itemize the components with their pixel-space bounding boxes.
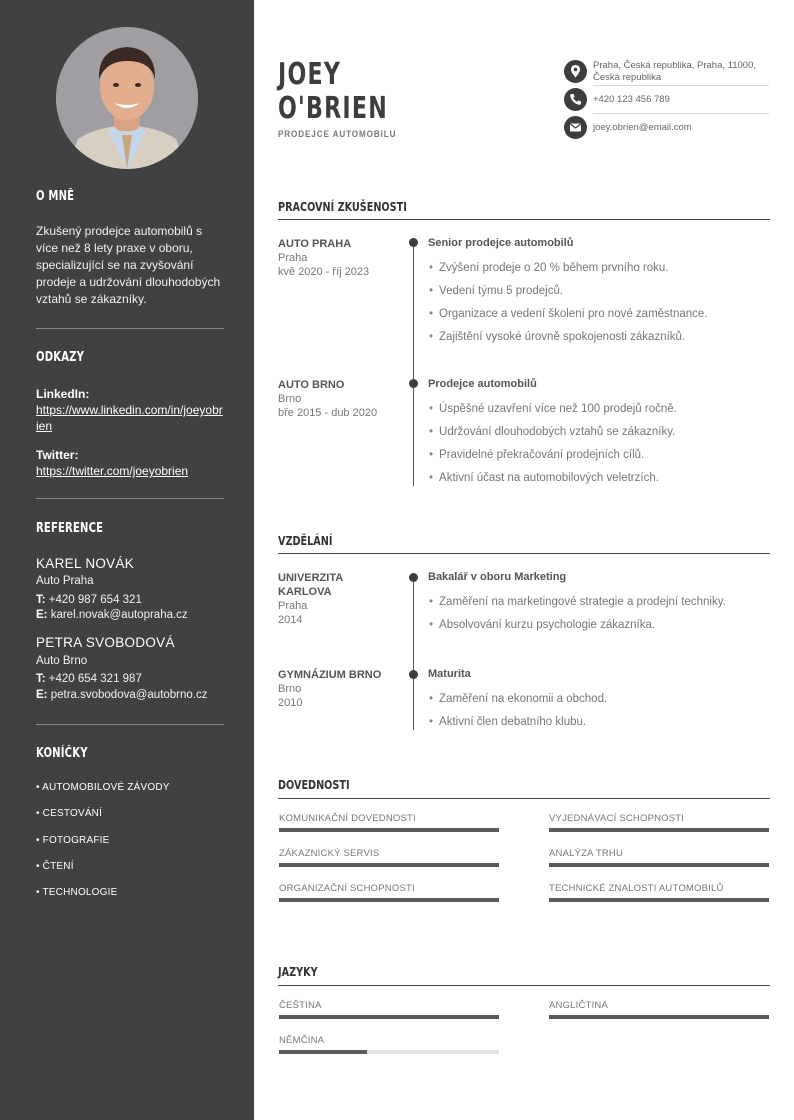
timeline-line [413, 242, 414, 486]
sidebar [0, 0, 254, 1120]
phone-label: T: [36, 673, 46, 685]
job-dates: kvě 2020 - říj 2023 [278, 266, 370, 278]
timeline-dot [409, 573, 418, 582]
education-bullet: • Zaměření na ekonomii a obchod. [429, 693, 607, 705]
job-bullet: • Vedení týmu 5 prodejců. [429, 285, 563, 297]
language-name: NĚMČINA [279, 1035, 325, 1046]
timeline-dot [409, 379, 418, 388]
skill-name: KOMUNIKAČNÍ DOVEDNOSTI [279, 813, 416, 824]
job-bullet: • Organizace a vedení školení pro nové zaměstnance. [429, 308, 708, 320]
reference-company: Auto Praha [36, 575, 94, 587]
language-bar-fill [549, 1015, 769, 1019]
skill-name: ORGANIZAČNÍ SCHOPNOSTI [279, 883, 415, 894]
job-bullet: • Zajištění vysoké úrovně spokojenosti zákazníků. [429, 331, 685, 343]
experience-heading: PRACOVNÍ ZKUŠENOSTI [278, 199, 407, 214]
reference-name: PETRA SVOBODOVÁ [36, 635, 175, 650]
email-icon [564, 116, 587, 139]
timeline-dot [409, 238, 418, 247]
reference-company: Auto Brno [36, 655, 88, 667]
about-text: Zkušený prodejce automobilů s více než 8 lety praxe v oboru, specializující se na zvyšování prodeje a udržování dlouhodobých vztahů se zákazníky. [36, 224, 221, 306]
references-heading: REFERENCE [36, 521, 104, 536]
timeline-line [413, 577, 414, 730]
linkedin-link[interactable]: https://www.linkedin.com/in/joeyobrien [36, 403, 223, 433]
email-label: E: [36, 689, 48, 701]
hobby-item: • ČTENÍ [36, 861, 74, 872]
reference-phone [36, 594, 142, 606]
education-bullet: • Aktivní člen debatního klubu. [429, 716, 586, 728]
timeline-dot [409, 670, 418, 679]
languages-heading: JAZYKY [278, 964, 318, 979]
phone-icon [564, 88, 587, 111]
reference-email [36, 689, 208, 701]
email-value: karel.novak@autopraha.cz [50, 609, 188, 621]
skill-bar-fill [279, 898, 499, 902]
language-name: ČEŠTINA [279, 1000, 322, 1011]
twitter-label: Twitter: [36, 448, 79, 462]
phone-value: +420 987 654 321 [48, 594, 142, 606]
school-name: GYMNÁZIUM BRNO [278, 669, 382, 681]
company-city: Brno [278, 393, 302, 405]
school-city: Brno [278, 683, 302, 695]
job-bullet: • Zvýšení prodeje o 20 % během prvního roku. [429, 262, 669, 274]
education-bullet: • Absolvování kurzu psychologie zákazníka. [429, 619, 655, 631]
skill-bar-fill [549, 863, 769, 867]
language-bar-fill [279, 1050, 367, 1054]
contact-email[interactable]: joey.obrien@email.com [593, 122, 692, 133]
school-name: UNIVERZITA KARLOVA [278, 572, 343, 598]
job-dates: bře 2015 - dub 2020 [278, 407, 378, 419]
contact-divider [593, 85, 769, 86]
skill-bar [549, 828, 769, 832]
company-city: Praha [278, 252, 308, 264]
profile-photo [56, 27, 198, 169]
skill-bar [279, 828, 499, 832]
skill-bar-fill [549, 898, 769, 902]
skill-bar-fill [549, 828, 769, 832]
links-heading: ODKAZY [36, 350, 85, 365]
hobby-item: • FOTOGRAFIE [36, 835, 110, 846]
job-bullet: • Úspěšné uzavření více než 100 prodejů ročně. [429, 403, 677, 415]
job-title: Senior prodejce automobilů [428, 237, 574, 249]
education-bullet: • Zaměření na marketingové strategie a prodejní techniky. [429, 596, 726, 608]
first-name: JOEY [278, 57, 342, 92]
hobby-item: • CESTOVÁNÍ [36, 808, 103, 819]
sidebar-divider [36, 724, 224, 725]
job-bullet: • Udržování dlouhodobých vztahů se zákazníky. [429, 426, 675, 438]
language-bar [549, 1015, 769, 1019]
portrait-image [56, 27, 198, 169]
hobby-item: • TECHNOLOGIE [36, 887, 118, 898]
job-bullet: • Pravidelné překračování prodejních cílů. [429, 449, 644, 461]
phone-label: T: [36, 594, 46, 606]
last-name: O'BRIEN [278, 91, 388, 126]
reference-email [36, 609, 188, 621]
language-bar [279, 1050, 499, 1054]
about-heading: O MNĚ [36, 189, 75, 204]
reference-name: KAREL NOVÁK [36, 556, 135, 571]
skill-name: ZÁKAZNICKÝ SERVIS [279, 848, 380, 859]
skill-bar-fill [279, 863, 499, 867]
job-title: Prodejce automobilů [428, 378, 537, 390]
section-rule [278, 553, 770, 554]
sidebar-divider [36, 328, 224, 329]
email-label: E: [36, 609, 48, 621]
language-bar-fill [279, 1015, 499, 1019]
school-city: Praha [278, 600, 308, 612]
school-year: 2014 [278, 614, 303, 626]
skill-name: VYJEDNÁVACÍ SCHOPNOSTI [549, 813, 685, 824]
skill-bar [279, 863, 499, 867]
phone-value: +420 654 321 987 [48, 673, 142, 685]
language-bar [279, 1015, 499, 1019]
section-rule [278, 985, 770, 986]
skill-bar-fill [279, 828, 499, 832]
skill-name: TECHNICKÉ ZNALOSTI AUTOMOBILŮ [549, 883, 724, 894]
twitter-link[interactable]: https://twitter.com/joeyobrien [36, 464, 189, 478]
section-rule [278, 798, 770, 799]
education-heading: VZDĚLÁNÍ [278, 533, 333, 548]
skills-heading: DOVEDNOSTI [278, 777, 350, 792]
reference-phone [36, 673, 142, 685]
hobby-item: • AUTOMOBILOVÉ ZÁVODY [36, 782, 170, 793]
school-year: 2010 [278, 697, 303, 709]
degree-title: Maturita [428, 668, 471, 680]
skill-bar [549, 863, 769, 867]
contact-address: Praha, Česká republika, Praha, 11000, Česká republika [593, 60, 757, 83]
degree-title: Bakalář v oboru Marketing [428, 571, 567, 583]
contact-phone: +420 123 456 789 [593, 94, 670, 105]
contact-divider [593, 113, 769, 114]
company-name: AUTO PRAHA [278, 238, 352, 250]
location-icon [564, 60, 587, 83]
skill-bar [279, 898, 499, 902]
email-value: petra.svobodova@autobrno.cz [50, 689, 208, 701]
skill-bar [549, 898, 769, 902]
section-rule [278, 219, 770, 220]
hobbies-heading: KONÍČKY [36, 746, 88, 761]
skill-name: ANALÝZA TRHU [549, 848, 624, 859]
language-name: ANGLIČTINA [549, 1000, 609, 1011]
job-bullet: • Aktivní účast na automobilových veletrzích. [429, 472, 659, 484]
linkedin-label: LinkedIn: [36, 387, 90, 401]
sidebar-divider [36, 498, 224, 499]
job-role: PRODEJCE AUTOMOBILU [278, 129, 397, 139]
company-name: AUTO BRNO [278, 379, 345, 391]
